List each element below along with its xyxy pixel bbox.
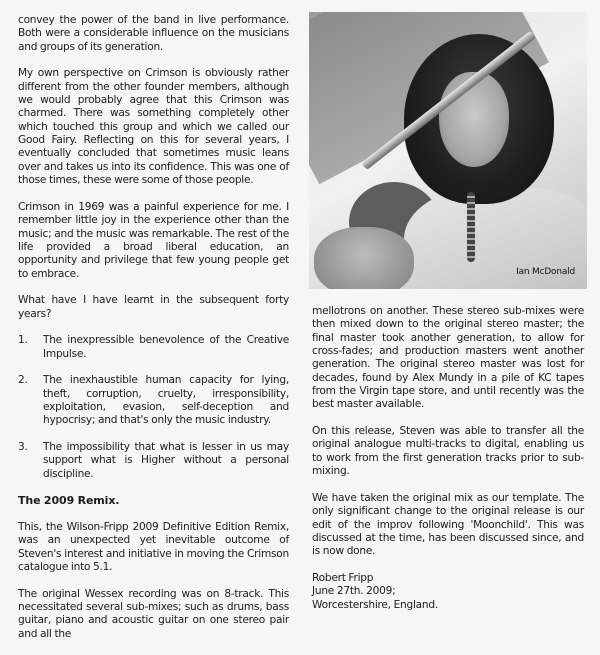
- right-column: [312, 305, 584, 612]
- paragraph: convey the power of the band in live performance. Both were a considerable influence on the musicians and groups of its generation.: [18, 14, 289, 53]
- list-number: 1.: [18, 334, 28, 347]
- paragraph: On this release, Steven was able to transfer all the original analogue multi-tracks to digital, enabling us to work from the first generation tracks prior to sub-mixing.: [312, 425, 584, 478]
- list-item: [18, 441, 289, 481]
- paragraph: The original Wessex recording was on 8-track. This necessitated several sub-mixes; such as drums, bass guitar, piano and acoustic guitar on one stereo pair and all the: [18, 587, 289, 640]
- photo-hand: [314, 227, 414, 289]
- signoff-date: June 27th. 2009;: [312, 585, 396, 598]
- list-item: [18, 374, 289, 427]
- paragraph: mellotrons on another. These stereo sub-mixes were then mixed down to the original stereo master; the final master took another generation, to allow for cross-fades; and production masters went another generation. The original stereo master was lost for decades, found by Alex Mundy in a pile of KC tapes from the Virgin tape store, and until recently was the best master available.: [312, 305, 584, 411]
- man-playing-flute-photo: [309, 12, 587, 289]
- paragraph: Crimson in 1969 was a painful experience for me. I remember little joy in the experience other than the music; and the music was remarkable. The rest of the life provided a broad liberal education, an opportunity and privilege that few young people get to embrace.: [18, 200, 289, 280]
- paragraph: My own perspective on Crimson is obviously rather different from the other founder members, although we would probably agree that this Crimson was charmed. There was something completely other which touched this group and which we called our Good Fairy. Reflecting on this for several years, I eventually concluded that sometimes music leans over and takes us into its confidence. This was one of those times, these were some of those people.: [18, 67, 289, 187]
- signoff-place: Worcestershire, England.: [312, 598, 438, 611]
- author-name: Robert Fripp: [312, 571, 374, 584]
- list-text: The inexhaustible human capacity for lying, theft, corruption, cruelty, irresponsibility, exploitation, evasion, self-deception and hypocrisy; and that's only the music industry.: [43, 374, 289, 427]
- photo-caption: Ian McDonald: [516, 267, 575, 277]
- paragraph: We have taken the original mix as our template. The only significant change to the original release is our edit of the improv following 'Moonchild'. This was discussed at the time, has been discussed since, and is now done.: [312, 491, 584, 558]
- lessons-list: [18, 334, 289, 481]
- list-item: [18, 334, 289, 361]
- left-column: [18, 14, 289, 655]
- list-number: 2.: [18, 374, 28, 387]
- list-text: The impossibility that what is lesser in us may support what is Higher without a personal discipline.: [43, 441, 289, 480]
- list-number: 3.: [18, 441, 28, 453]
- list-text: The inexpressible benevolence of the Creative Impulse.: [43, 334, 289, 360]
- photo-necklace: [467, 192, 475, 262]
- paragraph: What have I have learnt in the subsequent forty years?: [18, 294, 289, 320]
- section-heading: The 2009 Remix.: [18, 494, 120, 508]
- paragraph: This, the Wilson-Fripp 2009 Definitive Edition Remix, was an unexpected yet inevitable outcome of Steven's interest and initiative in moving the Crimson catalogue into 5.1.: [18, 521, 289, 574]
- signoff: [312, 572, 584, 612]
